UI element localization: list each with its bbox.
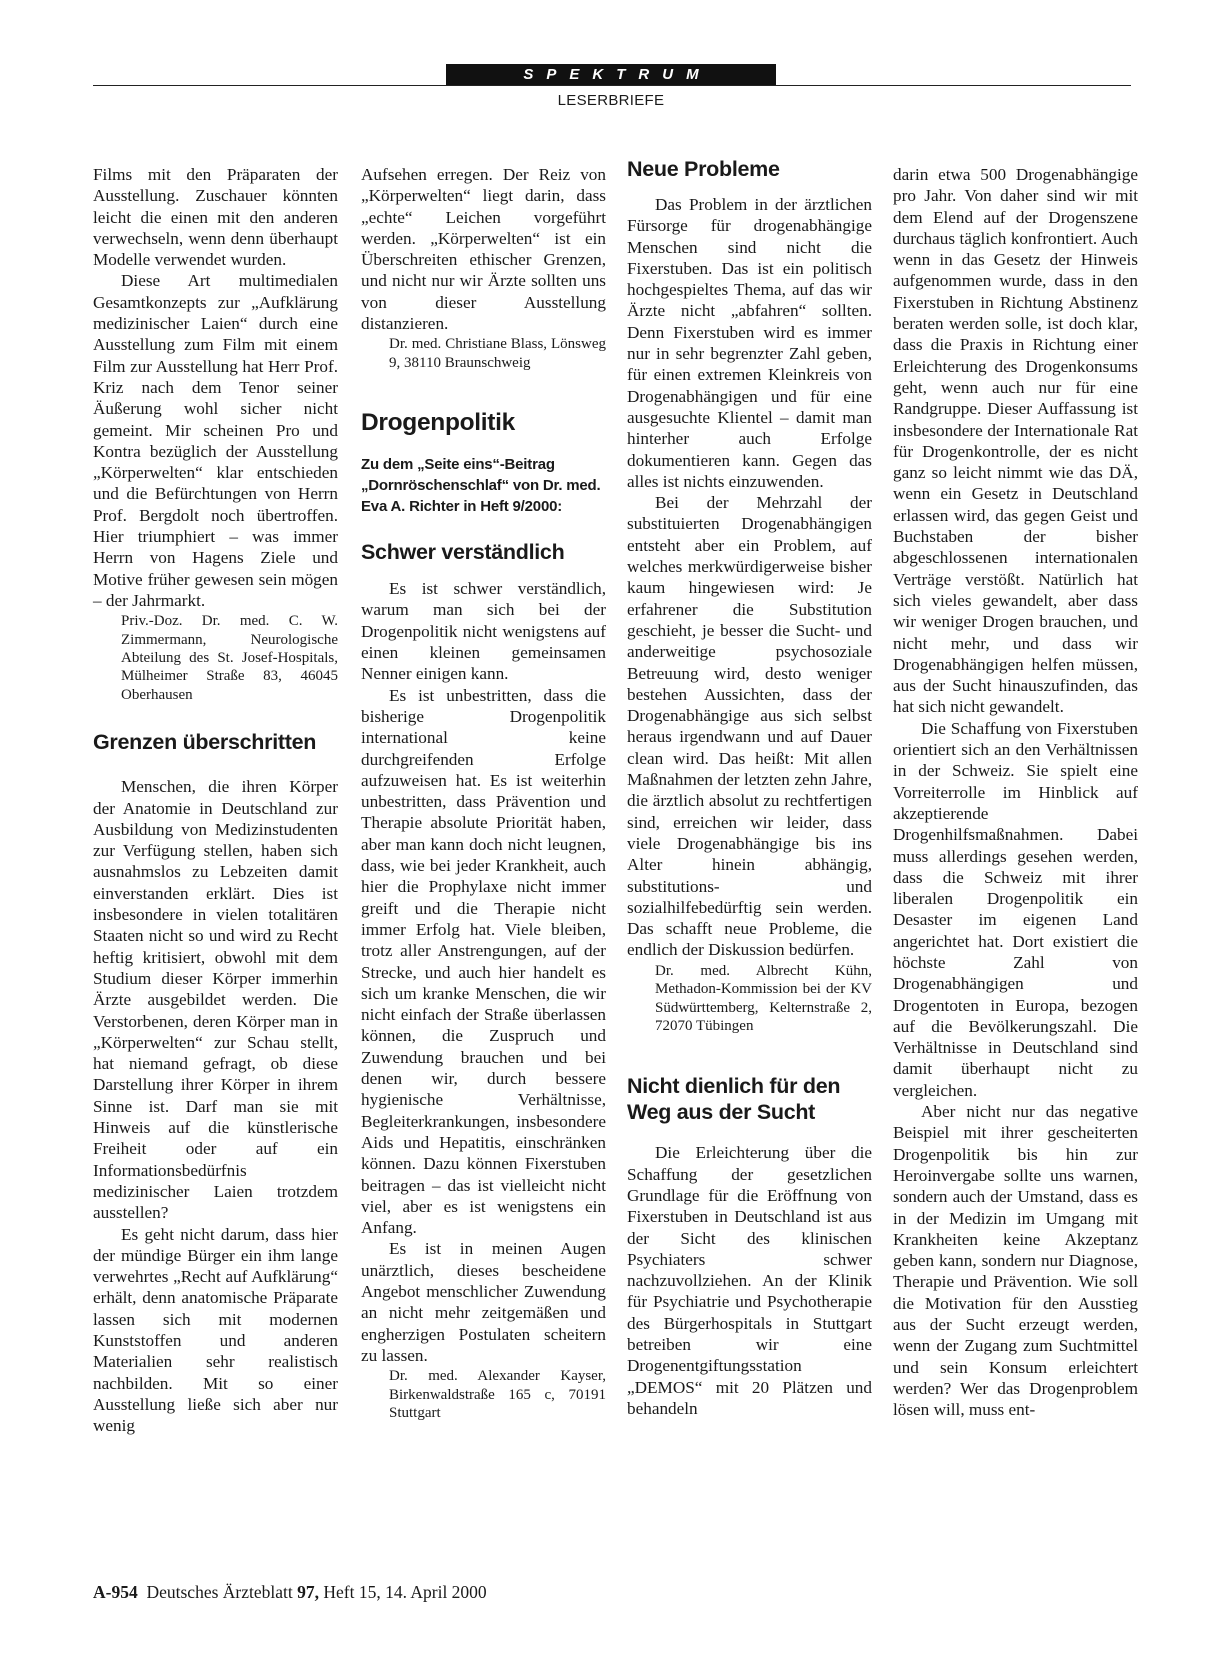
paragraph: Es ist unbestritten, dass die bisherige Drogenpolitik international keine durchgreifenden Erfolge aufzuweisen hat. Es ist weiterhin unbestritten, dass Prävention und Therapie absolute Priorität haben, aber man kann doch nicht leugnen, dass, wie bei jeder Krankheit, auch hier die Prophylaxe nicht immer greift und die Therapie nicht immer Erfolg hat. Viele bleiben, trotz aller Anstrengungen, auf der Strecke, und auch hier handelt es sich um kranke Menschen, die wir nicht einfach der Straße überlassen können, die Zuspruch und Zuwendung brauchen und bei denen wir, durch bessere hygienische Verhältnisse, Begleiterkrankungen, insbesondere Aids und Hepatitis, einschränken können. Dazu können Fixerstuben beitragen – das ist vielleicht nicht viel, aber es ist wenigstens ein Anfang. xyxy=(361,685,606,1238)
column-2 xyxy=(361,164,606,1422)
letter-heading: Schwer verständlich xyxy=(361,540,565,565)
section-label: SPEKTRUM xyxy=(446,64,776,85)
paragraph: Es geht nicht darum, dass hier der mündige Bürger ein ihm lange verwehrtes „Recht auf Aufklärung“ erhält, denn anatomische Präparate lassen sich mit modernen Kunststoffen und anderen Materialien sehr realistisch nachbilden. Mit so einer Ausstellung ließe sich aber nur wenig xyxy=(93,1224,338,1436)
page-number: A-954 xyxy=(93,1582,138,1602)
journal-issue: Heft 15, 14. April 2000 xyxy=(323,1582,487,1602)
paragraph: Das Problem in der ärztlichen Fürsorge für drogenabhängige Menschen sind nicht die Fixerstuben. Das ist ein politisch hochgespieltes Thema, auf das wir Ärzte nicht „abfahren“ sollten. Denn Fixerstuben wird es immer nur in sehr begrenzter Zahl geben, für einen extremen Kleinkreis von Drogenabhängigen und für eine ausgesuchte Klientel – damit man hinterher auch Erfolge dokumentieren kann. Gegen das alles ist nichts einzuwenden. xyxy=(627,195,872,491)
letter-signature: Priv.-Doz. Dr. med. C. W. Zimmermann, Neurologische Abteilung des St. Josef-Hospitals, Mülheimer Straße 83, 46045 Oberhausen xyxy=(121,613,338,703)
paragraph: Aufsehen erregen. Der Reiz von „Körperwelten“ liegt darin, dass „echte“ Leichen vorgeführt werden. „Körperwelten“ ist ein Überschreiten ethischer Grenzen, und nicht nur wir Ärzte sollten uns von dieser Ausstellung distanzieren. xyxy=(361,165,606,334)
paragraph: Bei der Mehrzahl der substituierten Drogenabhängigen entsteht aber ein Problem, auf welches merkwürdigerweise bisher kaum hingewiesen wird: Je erfahrener die Substitution geschieht, je besser die Sucht- und anderweitige psychosoziale Betreuung wird, desto weniger bestehen Aussichten, dass der Drogenabhängige aus sich selbst heraus irgendwann und auf Dauer clean wird. Das heißt: Mit allen Maßnahmen der letzten zehn Jahre, die ärztlich absolut zu rechtfertigen sind, erreichen wir leider, dass viele Drogenabhängige bis ins Alter hinein abhängig, substitutions- und sozialhilfebedürftig sein werden. Das schafft neue Probleme, die endlich der Diskussion bedürfen. xyxy=(627,493,872,960)
letter-signature: Dr. med. Albrecht Kühn, Methadon-Kommission bei der KV Südwürttemberg, Kelternstraße 2, 72070 Tübingen xyxy=(655,962,872,1034)
journal-name: Deutsches Ärzteblatt xyxy=(146,1582,293,1602)
paragraph: Aber nicht nur das negative Beispiel mit ihrer gescheiterten Drogenpolitik bis hin zur Heroinvergabe sollte uns warnen, sondern auch der Umstand, dass es in der Medizin im Umgang mit Krankheiten keine Akzeptanz geben kann, sondern nur Diagnose, Therapie und Prävention. Wie soll die Motivation für den Ausstieg aus der Sucht erzeugt werden, wenn der Zugang zum Suchtmittel und sein Konsum erleichtert werden? Wer das Drogenproblem lösen will, muss ent- xyxy=(893,1102,1138,1420)
letter-heading: Grenzen überschritten xyxy=(93,730,317,755)
paragraph: Die Erleichterung über die Schaffung der gesetzlichen Grundlage für die Eröffnung von Fixerstuben in Deutschland ist aus der Sicht des klinischen Psychiaters schwer nachzuvollziehen. An der Klinik für Psychiatrie und Psychotherapie des Bürgerhospitals in Stuttgart betreiben wir eine Drogenentgiftungsstation „DEMOS“ mit 20 Plätzen und behandeln xyxy=(627,1143,872,1418)
column-3 xyxy=(627,157,872,1419)
paragraph: Die Schaffung von Fixerstuben orientiert sich an den Verhältnissen in der Schweiz. Sie spielt eine Vorreiterrolle im Hinblick auf akzeptierende Drogenhilfsmaßnahmen. Dabei muss allerdings gesehen werden, dass die Schweiz mit ihrer liberalen Drogenpolitik ein Desaster im eigenen Land angerichtet hat. Dort existiert die höchste Zahl von Drogenabhängigen und Drogentoten in Europa, bezogen auf die Bevölkerungszahl. Die Verhältnisse in Deutschland sind damit überhaupt nicht zu vergleichen. xyxy=(893,718,1138,1100)
paragraph: Menschen, die ihren Körper der Anatomie in Deutschland zur Ausbildung von Medizinstudenten zur Verfügung stellen, haben sich ausnahmslos zu Lebzeiten damit einverstanden erklärt. Dies ist insbesondere in vielen totalitären Staaten nicht so und wird zu Recht heftig kritisiert, obwohl mit dem Studium dieser Körper immerhin Ärzte ausgebildet werden. Die Verstorbenen, deren Körper man in „Körperwelten“ zur Schau stellt, hat niemand gefragt, ob diese Darstellung ihrer Körper in ihrem Sinne ist. Darf man sie mit Hinweis auf die künstlerische Freiheit oder auf ein Informationsbedürfnis medizinischer Laien trotzdem ausstellen? xyxy=(93,777,338,1223)
letter-signature: Dr. med. Christiane Blass, Lönsweg 9, 38110 Braunschweig xyxy=(389,336,606,371)
paragraph: Films mit den Präparaten der Ausstellung. Zuschauer könnten leicht die einen mit den anderen verwechseln, wenn denn überhaupt Modelle verwendet wurden. xyxy=(93,165,338,270)
paragraph: Diese Art multimedialen Gesamtkonzepts zur „Aufklärung medizinischer Laien“ durch eine Ausstellung zum Film mit einem Film zur Ausstellung hat Herr Prof. Kriz nach dem Tenor seiner Äußerung wohl sicher nicht gemeint. Mir scheinen Pro und Kontra bezüglich der Ausstellung „Körperwelten“ klar entschieden und die Befürchtungen von Herrn Prof. Bergdolt noch übertroffen. Hier triumphiert – was immer Herrn von Hagens Ziele und Motive früher gewesen sein mögen – der Jahrmarkt. xyxy=(93,271,338,610)
paragraph: darin etwa 500 Drogenabhängige pro Jahr. Von daher sind wir mit dem Elend auf der Drogenszene durchaus täglich konfrontiert. Auch wenn in das Gesetz der Hinweis aufgenommen wurde, dass in den Fixerstuben in Richtung Abstinenz beraten werden solle, ist doch klar, dass die Praxis in Richtung einer Erleichterung des Drogenkonsums geht, wenn auch nur für eine Randgruppe. Dieser Auffassung ist insbesondere der Internationale Rat für Drogenkontrolle, der es nicht ganz so leicht nimmt wie das DÄ, wenn ein Gesetz in Deutschland erlassen wird, das gegen Geist und Buchstaben der bisher abgeschlossenen internationalen Verträge verstößt. Natürlich hat sich vieles gewandelt, aber dass wir weniger Drogen brauchen, und nicht mehr, und dass wir Drogenabhängigen helfen müssen, aus der Sucht hinauszufinden, das hat sich nicht gewandelt. xyxy=(893,165,1138,717)
journal-volume: 97, xyxy=(297,1582,319,1602)
letter-signature: Dr. med. Alexander Kayser, Birkenwaldstraße 165 c, 70191 Stuttgart xyxy=(389,1368,606,1421)
page-footer xyxy=(93,1582,487,1603)
letter-heading: Nicht dienlich für den Weg aus der Sucht xyxy=(627,1074,841,1125)
article-reference: Zu dem „Seite eins“-Beitrag „Dornröschenschlaf“ von Dr. med. Eva A. Richter in Heft 9/2000: xyxy=(361,456,601,516)
paragraph: Es ist schwer verständlich, warum man sich bei der Drogenpolitik nicht wenigstens auf einen kleinen gemeinsamen Nenner einigen kann. xyxy=(361,579,606,684)
header-rule xyxy=(93,85,1131,86)
paragraph: Es ist in meinen Augen unärztlich, dieses bescheidene Angebot menschlicher Zuwendung an nicht mehr zeitgemäßen und engherzigen Postulaten scheitern zu lassen. xyxy=(361,1239,606,1365)
column-4 xyxy=(893,164,1138,1421)
subsection-label: LESERBRIEFE xyxy=(557,92,665,109)
letter-heading: Neue Probleme xyxy=(627,157,780,181)
topic-heading: Drogenpolitik xyxy=(361,409,515,437)
column-1 xyxy=(93,164,338,1436)
